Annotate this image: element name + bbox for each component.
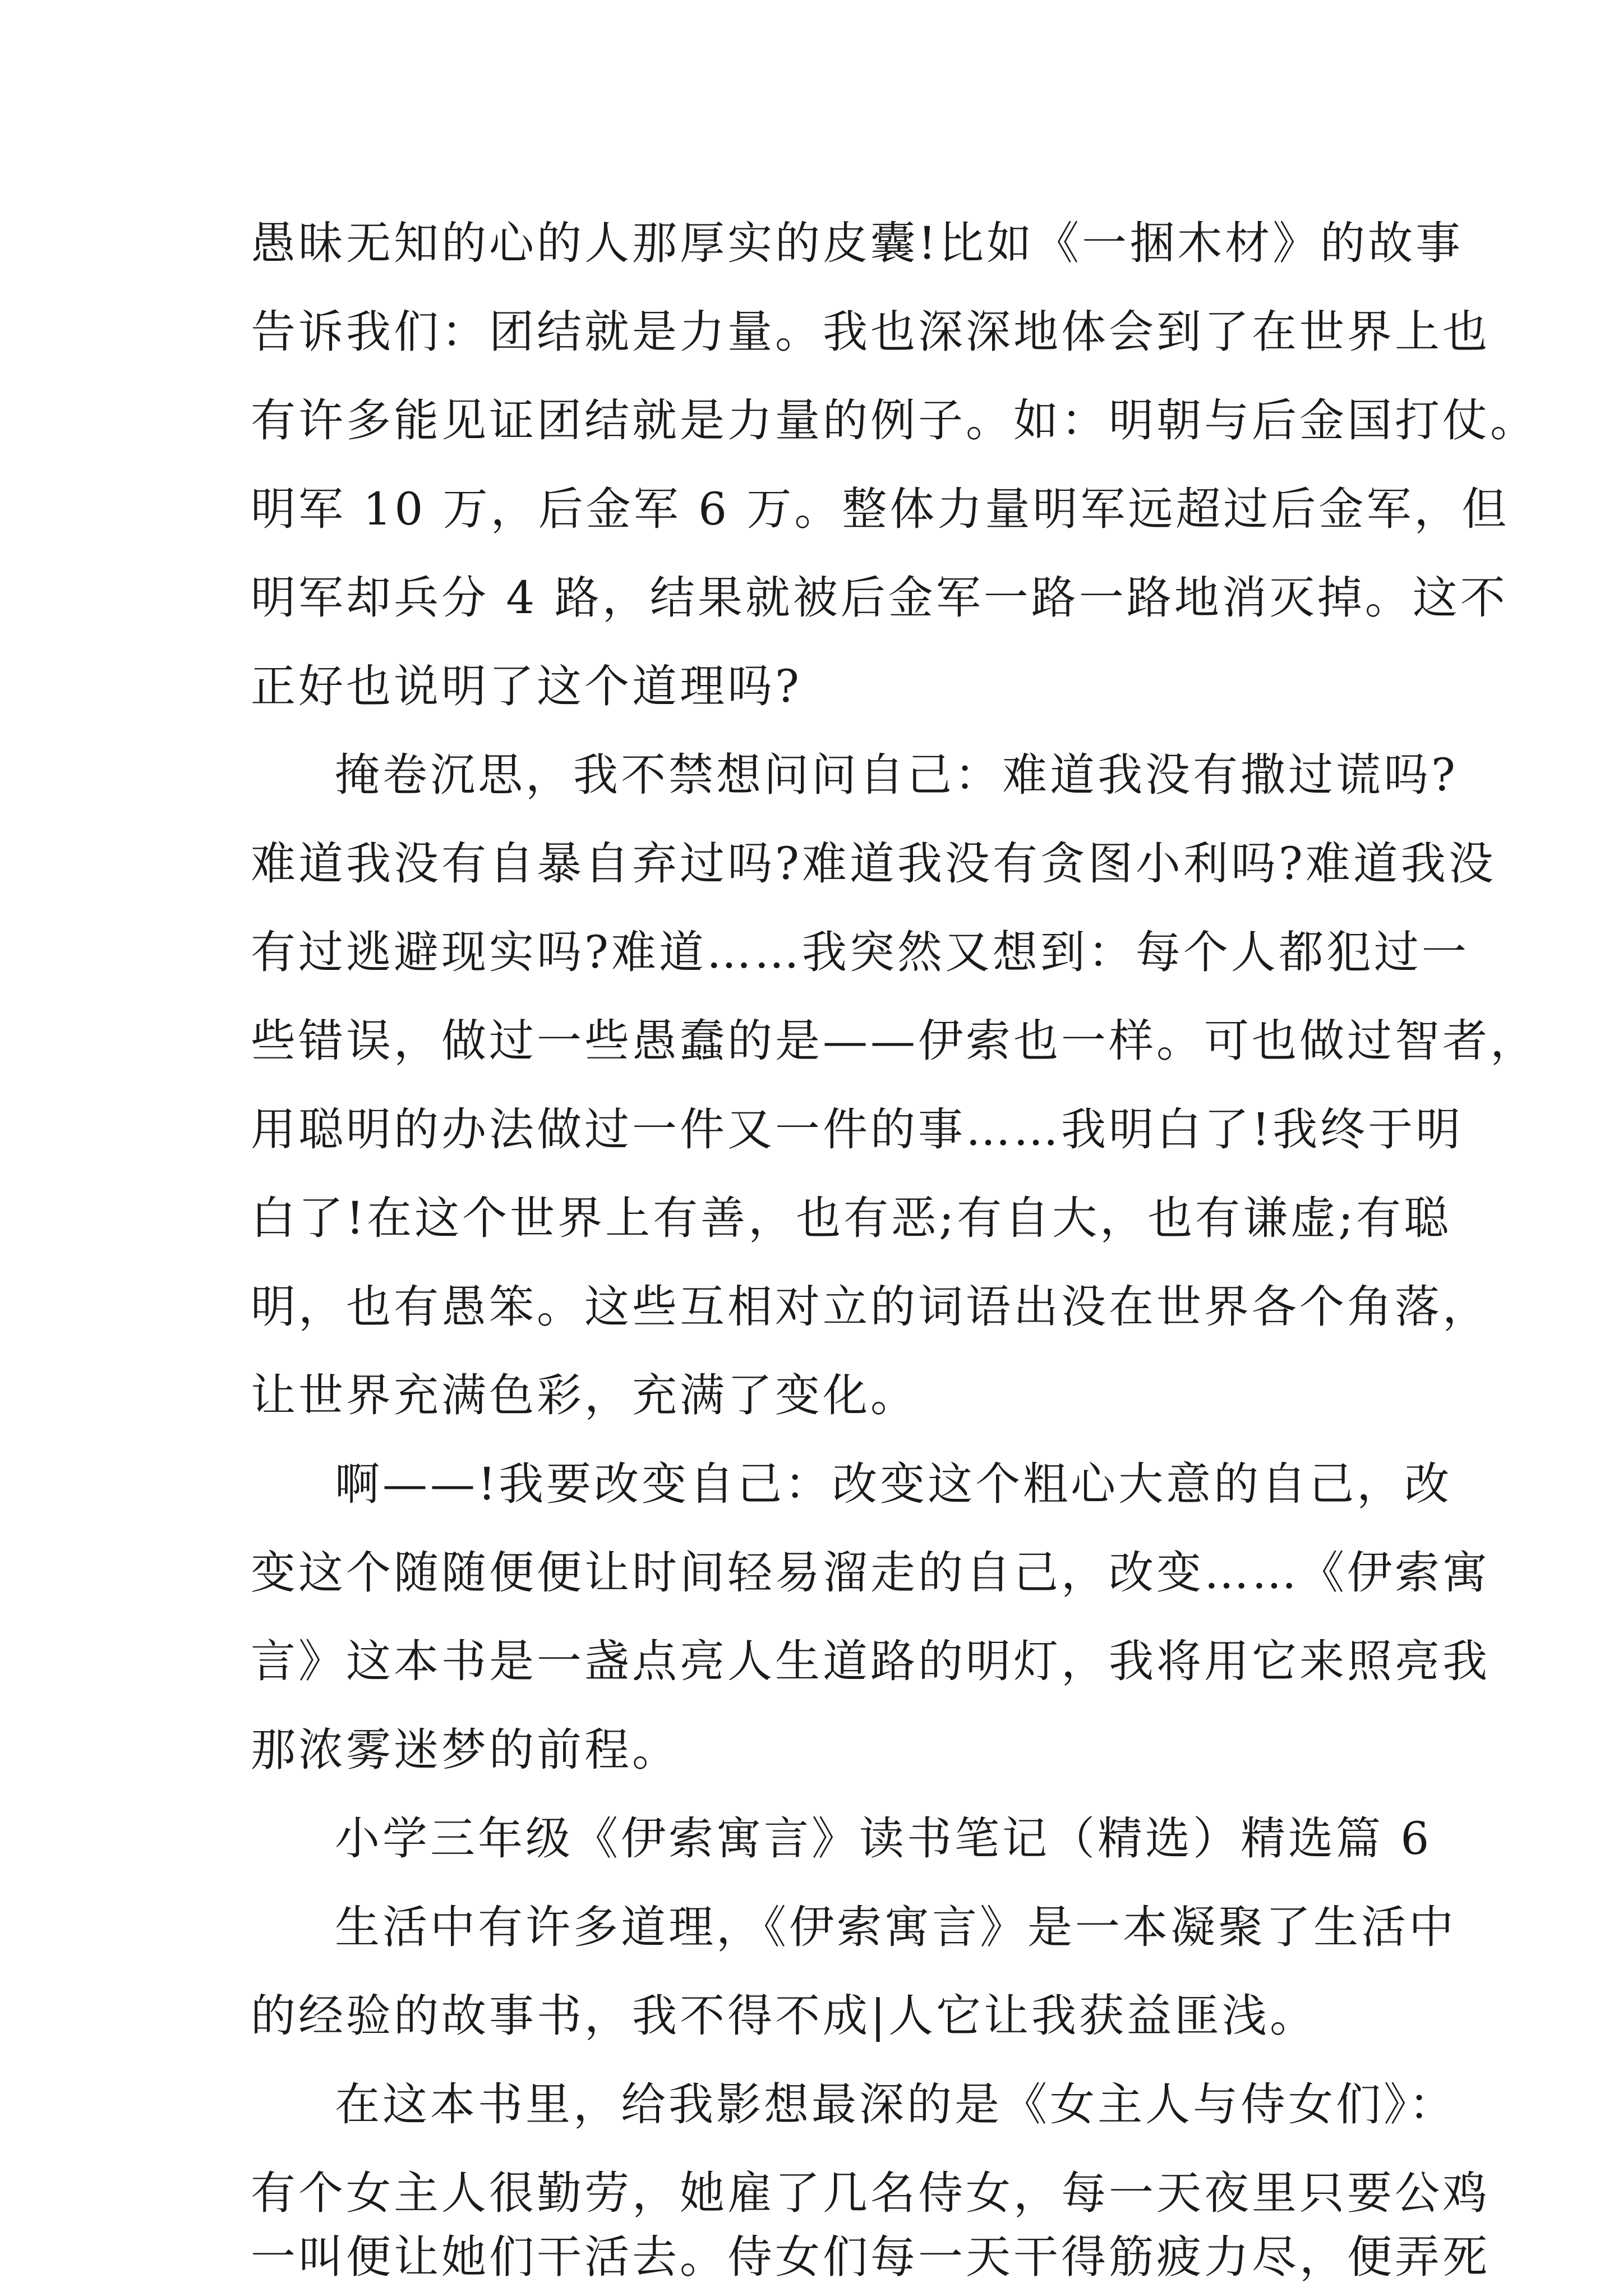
text-line: 变这个随随便便让时间轻易溜走的自己，改变……《伊索寓 (251, 1547, 1490, 1599)
text-line: 明军却兵分 4 路，结果就被后金军一路一路地消灭掉。这不 (251, 572, 1508, 624)
text-line: 有许多能见证团结就是力量的例子。如：明朝与后金国打仗。 (251, 394, 1538, 447)
text-line: 白了!在这个世界上有善，也有恶;有自大，也有谦虚;有聪 (251, 1192, 1452, 1244)
text-line: 啊——!我要改变自己：改变这个粗心大意的自己，改 (335, 1458, 1453, 1510)
text-line: 明军 10 万，后金军 6 万。整体力量明军远超过后金军，但 (251, 483, 1510, 535)
text-line: 愚昧无知的心的人那厚实的皮囊!比如《一捆木材》的故事 (251, 217, 1464, 269)
text-line: 告诉我们：团结就是力量。我也深深地体会到了在世界上也 (251, 306, 1490, 358)
text-line: 让世界充满色彩，充满了变化。 (251, 1369, 918, 1421)
text-line: 正好也说明了这个道理吗? (251, 660, 802, 712)
section-heading: 小学三年级《伊索寓言》读书笔记（精选）精选篇 6 (335, 1812, 1432, 1865)
text-line: 些错误，做过一些愚蠢的是——伊索也一样。可也做过智者， (251, 1015, 1538, 1067)
text-line: 生活中有许多道理，《伊索寓言》是一本凝聚了生活中 (335, 1901, 1456, 1953)
text-line: 言》这本书是一盏点亮人生道路的明灯，我将用它来照亮我 (251, 1635, 1490, 1687)
text-line: 在这本书里，给我影想最深的是《女主人与侍女们》： (335, 2078, 1456, 2131)
text-line: 有个女主人很勤劳，她雇了几名侍女，每一天夜里只要公鸡 (251, 2167, 1490, 2219)
text-line: 掩卷沉思，我不禁想问问自己：难道我没有撒过谎吗? (335, 749, 1458, 801)
text-line: 的经验的故事书，我不得不成|人它让我获益匪浅。 (251, 1990, 1317, 2042)
text-line: 有过逃避现实吗?难道……我突然又想到：每个人都犯过一 (251, 926, 1469, 978)
text-line: 用聪明的办法做过一件又一件的事……我明白了!我终于明 (251, 1103, 1464, 1156)
text-line: 一叫便让她们干活去。侍女们每一天干得筋疲力尽，便弄死 (251, 2231, 1490, 2283)
text-line: 难道我没有自暴自弃过吗?难道我没有贪图小利吗?难道我没 (251, 838, 1496, 890)
text-line: 明，也有愚笨。这些互相对立的词语出没在世界各个角落， (251, 1281, 1490, 1333)
text-line: 那浓雾迷梦的前程。 (251, 1724, 680, 1776)
